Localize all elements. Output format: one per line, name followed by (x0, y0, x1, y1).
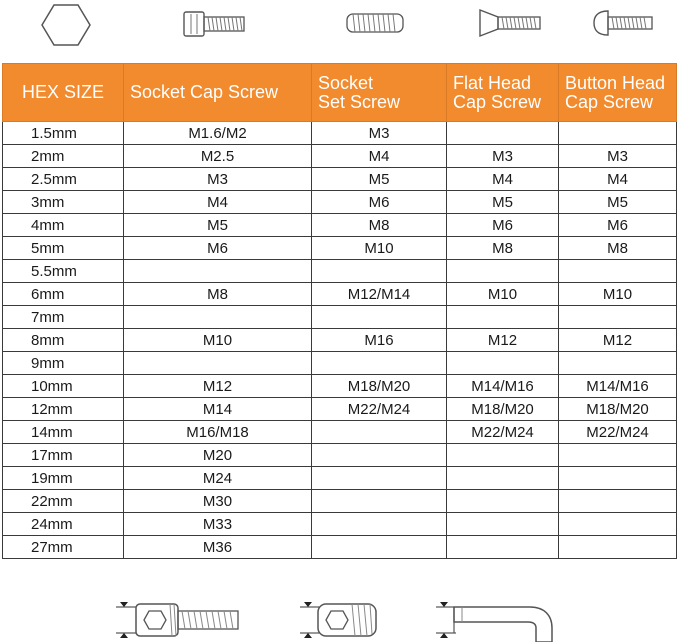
table-row (3, 444, 677, 467)
hex-size-cell: 10mm (3, 375, 124, 398)
bottom-icon-row (0, 594, 679, 644)
hex-size-cell: 7mm (3, 306, 124, 329)
button-head-cell (559, 306, 677, 329)
flat-head-cell (447, 513, 559, 536)
flat-head-cell (447, 122, 559, 145)
socket-set-cell: M4 (312, 145, 447, 168)
socket-set-cell: M10 (312, 237, 447, 260)
button-head-cell (559, 352, 677, 375)
flat-head-cell (447, 352, 559, 375)
socket-cap-cell: M12 (124, 375, 312, 398)
socket-set-cell: M5 (312, 168, 447, 191)
button-head-cell: M12 (559, 329, 677, 352)
hex-size-cell: 2mm (3, 145, 124, 168)
set-screw-icon (345, 12, 405, 34)
table-row (3, 283, 677, 306)
socket-cap-screw-dimension-icon (114, 598, 244, 642)
hex-size-cell: 17mm (3, 444, 124, 467)
table-row (3, 191, 677, 214)
socket-cap-cell: M24 (124, 467, 312, 490)
flat-head-cell: M4 (447, 168, 559, 191)
socket-set-cell (312, 352, 447, 375)
table-row (3, 260, 677, 283)
hex-size-cell: 4mm (3, 214, 124, 237)
header-row (3, 64, 677, 122)
table-row (3, 306, 677, 329)
button-head-cell: M8 (559, 237, 677, 260)
socket-set-cell: M8 (312, 214, 447, 237)
button-head-cell (559, 467, 677, 490)
table-row (3, 513, 677, 536)
table-row (3, 237, 677, 260)
socket-cap-cell (124, 260, 312, 283)
hex-size-cell: 12mm (3, 398, 124, 421)
socket-cap-cell: M10 (124, 329, 312, 352)
flat-head-screw-icon (478, 8, 544, 38)
socket-cap-cell: M16/M18 (124, 421, 312, 444)
hex-size-cell: 22mm (3, 490, 124, 513)
hex-size-cell: 5.5mm (3, 260, 124, 283)
hex-size-cell: 1.5mm (3, 122, 124, 145)
flat-head-cell: M22/M24 (447, 421, 559, 444)
socket-cap-cell: M33 (124, 513, 312, 536)
set-screw-dimension-icon (298, 598, 382, 642)
table-row (3, 536, 677, 559)
button-head-cell: M5 (559, 191, 677, 214)
socket-cap-cell: M36 (124, 536, 312, 559)
socket-cap-cell: M1.6/M2 (124, 122, 312, 145)
socket-set-cell: M12/M14 (312, 283, 447, 306)
socket-set-cell (312, 536, 447, 559)
hex-size-cell: 19mm (3, 467, 124, 490)
hex-size-cell: 24mm (3, 513, 124, 536)
hex-size-cell: 9mm (3, 352, 124, 375)
button-head-cell: M3 (559, 145, 677, 168)
button-head-cell (559, 536, 677, 559)
flat-head-cell: M18/M20 (447, 398, 559, 421)
flat-head-cell (447, 306, 559, 329)
flat-head-cell (447, 536, 559, 559)
top-icon-row (0, 0, 679, 50)
button-head-cell (559, 513, 677, 536)
table-row (3, 421, 677, 444)
socket-cap-cell: M30 (124, 490, 312, 513)
button-head-cell: M10 (559, 283, 677, 306)
table-row (3, 214, 677, 237)
socket-set-cell (312, 490, 447, 513)
socket-cap-cell: M4 (124, 191, 312, 214)
button-head-cell: M18/M20 (559, 398, 677, 421)
hex-size-cell: 14mm (3, 421, 124, 444)
hex-size-table (2, 63, 677, 559)
socket-set-cell (312, 467, 447, 490)
table-row (3, 352, 677, 375)
socket-set-cell (312, 421, 447, 444)
flat-head-cell: M8 (447, 237, 559, 260)
hex-size-cell: 8mm (3, 329, 124, 352)
button-head-cell: M4 (559, 168, 677, 191)
table-row (3, 122, 677, 145)
flat-head-cell: M10 (447, 283, 559, 306)
button-head-cell (559, 444, 677, 467)
socket-cap-cell (124, 352, 312, 375)
socket-set-cell: M18/M20 (312, 375, 447, 398)
header-hex-size: HEX SIZE (3, 64, 124, 122)
header-button-head-cap-screw: Button Head Cap Screw (559, 64, 677, 122)
flat-head-cell (447, 490, 559, 513)
hex-size-cell: 27mm (3, 536, 124, 559)
socket-set-cell: M16 (312, 329, 447, 352)
socket-cap-cell (124, 306, 312, 329)
flat-head-cell: M6 (447, 214, 559, 237)
flat-head-cell (447, 467, 559, 490)
socket-cap-cell: M8 (124, 283, 312, 306)
socket-set-cell: M6 (312, 191, 447, 214)
hex-key-dimension-icon (434, 598, 558, 642)
table-row (3, 168, 677, 191)
socket-set-cell: M22/M24 (312, 398, 447, 421)
flat-head-cell (447, 444, 559, 467)
hexagon-icon (40, 3, 92, 47)
socket-cap-cell: M3 (124, 168, 312, 191)
socket-cap-cell: M2.5 (124, 145, 312, 168)
socket-set-cell: M3 (312, 122, 447, 145)
flat-head-cell: M14/M16 (447, 375, 559, 398)
header-socket-set-screw: Socket Set Screw (312, 64, 447, 122)
socket-set-cell (312, 513, 447, 536)
socket-cap-screw-icon (182, 10, 248, 38)
hex-size-cell: 6mm (3, 283, 124, 306)
header-flat-head-cap-screw: Flat Head Cap Screw (447, 64, 559, 122)
button-head-cell (559, 260, 677, 283)
flat-head-cell: M12 (447, 329, 559, 352)
socket-set-cell (312, 306, 447, 329)
flat-head-cell: M5 (447, 191, 559, 214)
table-row (3, 145, 677, 168)
table-row (3, 329, 677, 352)
socket-cap-cell: M5 (124, 214, 312, 237)
button-head-screw-icon (592, 8, 656, 38)
button-head-cell (559, 122, 677, 145)
button-head-cell: M22/M24 (559, 421, 677, 444)
flat-head-cell: M3 (447, 145, 559, 168)
flat-head-cell (447, 260, 559, 283)
socket-set-cell (312, 260, 447, 283)
button-head-cell (559, 490, 677, 513)
hex-size-cell: 3mm (3, 191, 124, 214)
button-head-cell: M6 (559, 214, 677, 237)
button-head-cell: M14/M16 (559, 375, 677, 398)
table-row (3, 375, 677, 398)
table-row (3, 490, 677, 513)
table-row (3, 398, 677, 421)
hex-size-cell: 2.5mm (3, 168, 124, 191)
socket-cap-cell: M14 (124, 398, 312, 421)
hex-size-cell: 5mm (3, 237, 124, 260)
header-socket-cap-screw: Socket Cap Screw (124, 64, 312, 122)
socket-set-cell (312, 444, 447, 467)
table-row (3, 467, 677, 490)
socket-cap-cell: M20 (124, 444, 312, 467)
socket-cap-cell: M6 (124, 237, 312, 260)
